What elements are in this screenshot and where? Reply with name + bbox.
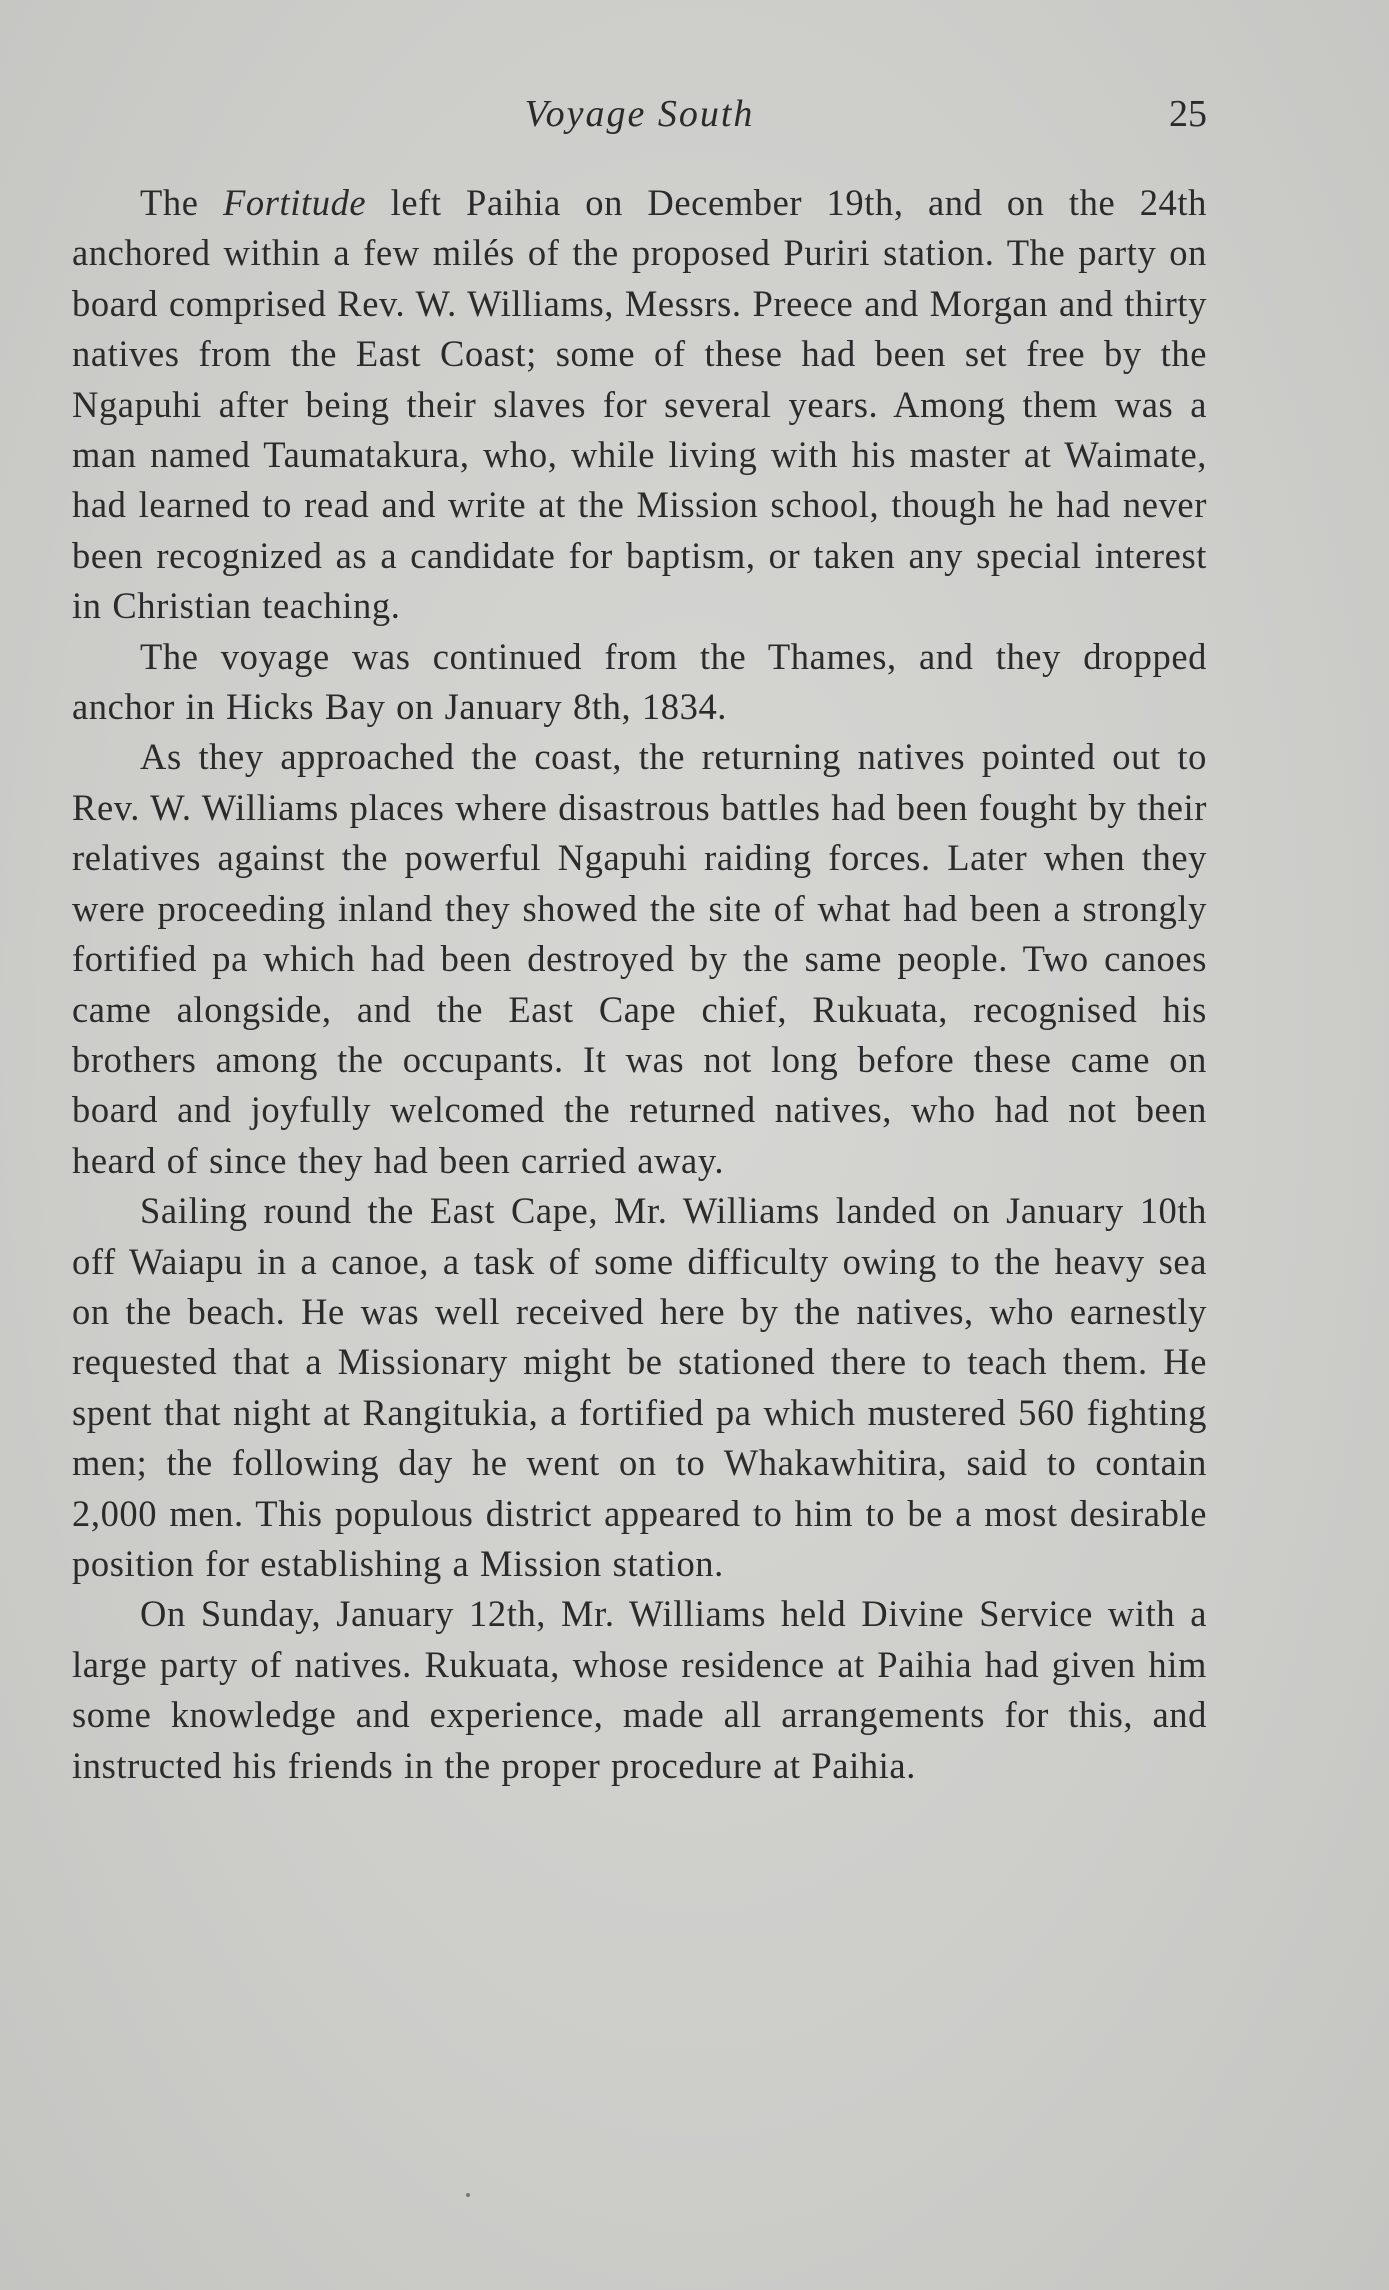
page-header xyxy=(72,92,1207,152)
paragraph-2: The voyage was continued from the Thames, and they dropped anchor in Hicks Bay on January 8th, 1834. xyxy=(72,635,1207,728)
paragraph-1 xyxy=(72,178,1207,632)
paragraph-3: As they approached the coast, the returning natives pointed out to Rev. W. Williams places where disastrous battles had been fought by their relatives against the powerful Ngapuhi raiding forces. Later when they were proceeding inland they showed the site of what had been a strongly fortified pa which had been destroyed by the same people. Two canoes came alongside, and the East Cape chief, Rukuata, recognised his brothers among the occupants. It was not long before these came on board and joyfully welcomed the returned natives, who had not been heard of since they had been carried away. xyxy=(72,736,1207,1181)
paragraph-4: Sailing round the East Cape, Mr. Williams landed on January 10th off Waiapu in a canoe, a task of some difficulty owing to the heavy sea on the beach. He was well received here by the natives, who earnestly requested that a Missionary might be stationed there to teach them. He spent that night at Rangitukia, a fortified pa which mustered 560 fighting men; the following day he went on to Whakawhitira, said to contain 2,000 men. This populous district appeared to him to be a most desirable position for establishing a Mission station. xyxy=(72,1190,1207,1584)
paragraph-1-start: The xyxy=(140,182,223,223)
paragraph-1-rest: left Paihia on December 19th, and on the 24th anchored within a few milés of the proposed Puriri station. The party on board comprised Rev. W. Williams, Messrs. Preece and Morgan and thirty natives from the East Coast; some of these had been set free by the Ngapuhi after being their slaves for several years. Among them was a man named Taumatakura, who, while living with his master at Waimate, had learned to read and write at the Mission school, though he had never been recognized as a candidate for baptism, or taken any special interest in Christian teaching. xyxy=(72,182,1208,627)
paragraph-5: On Sunday, January 12th, Mr. Williams held Divine Service with a large party of natives. Rukuata, whose residence at Paihia had given him some knowledge and experience, made all arrangements for this, and instructed his friends in the proper procedure at Paihia. xyxy=(72,1593,1207,1786)
page-number: 25 xyxy=(1169,93,1207,135)
ship-name: Fortitude xyxy=(222,182,367,223)
body-text xyxy=(72,178,1207,1791)
running-title: Voyage South xyxy=(524,93,755,135)
paper-speck xyxy=(466,2193,470,2197)
